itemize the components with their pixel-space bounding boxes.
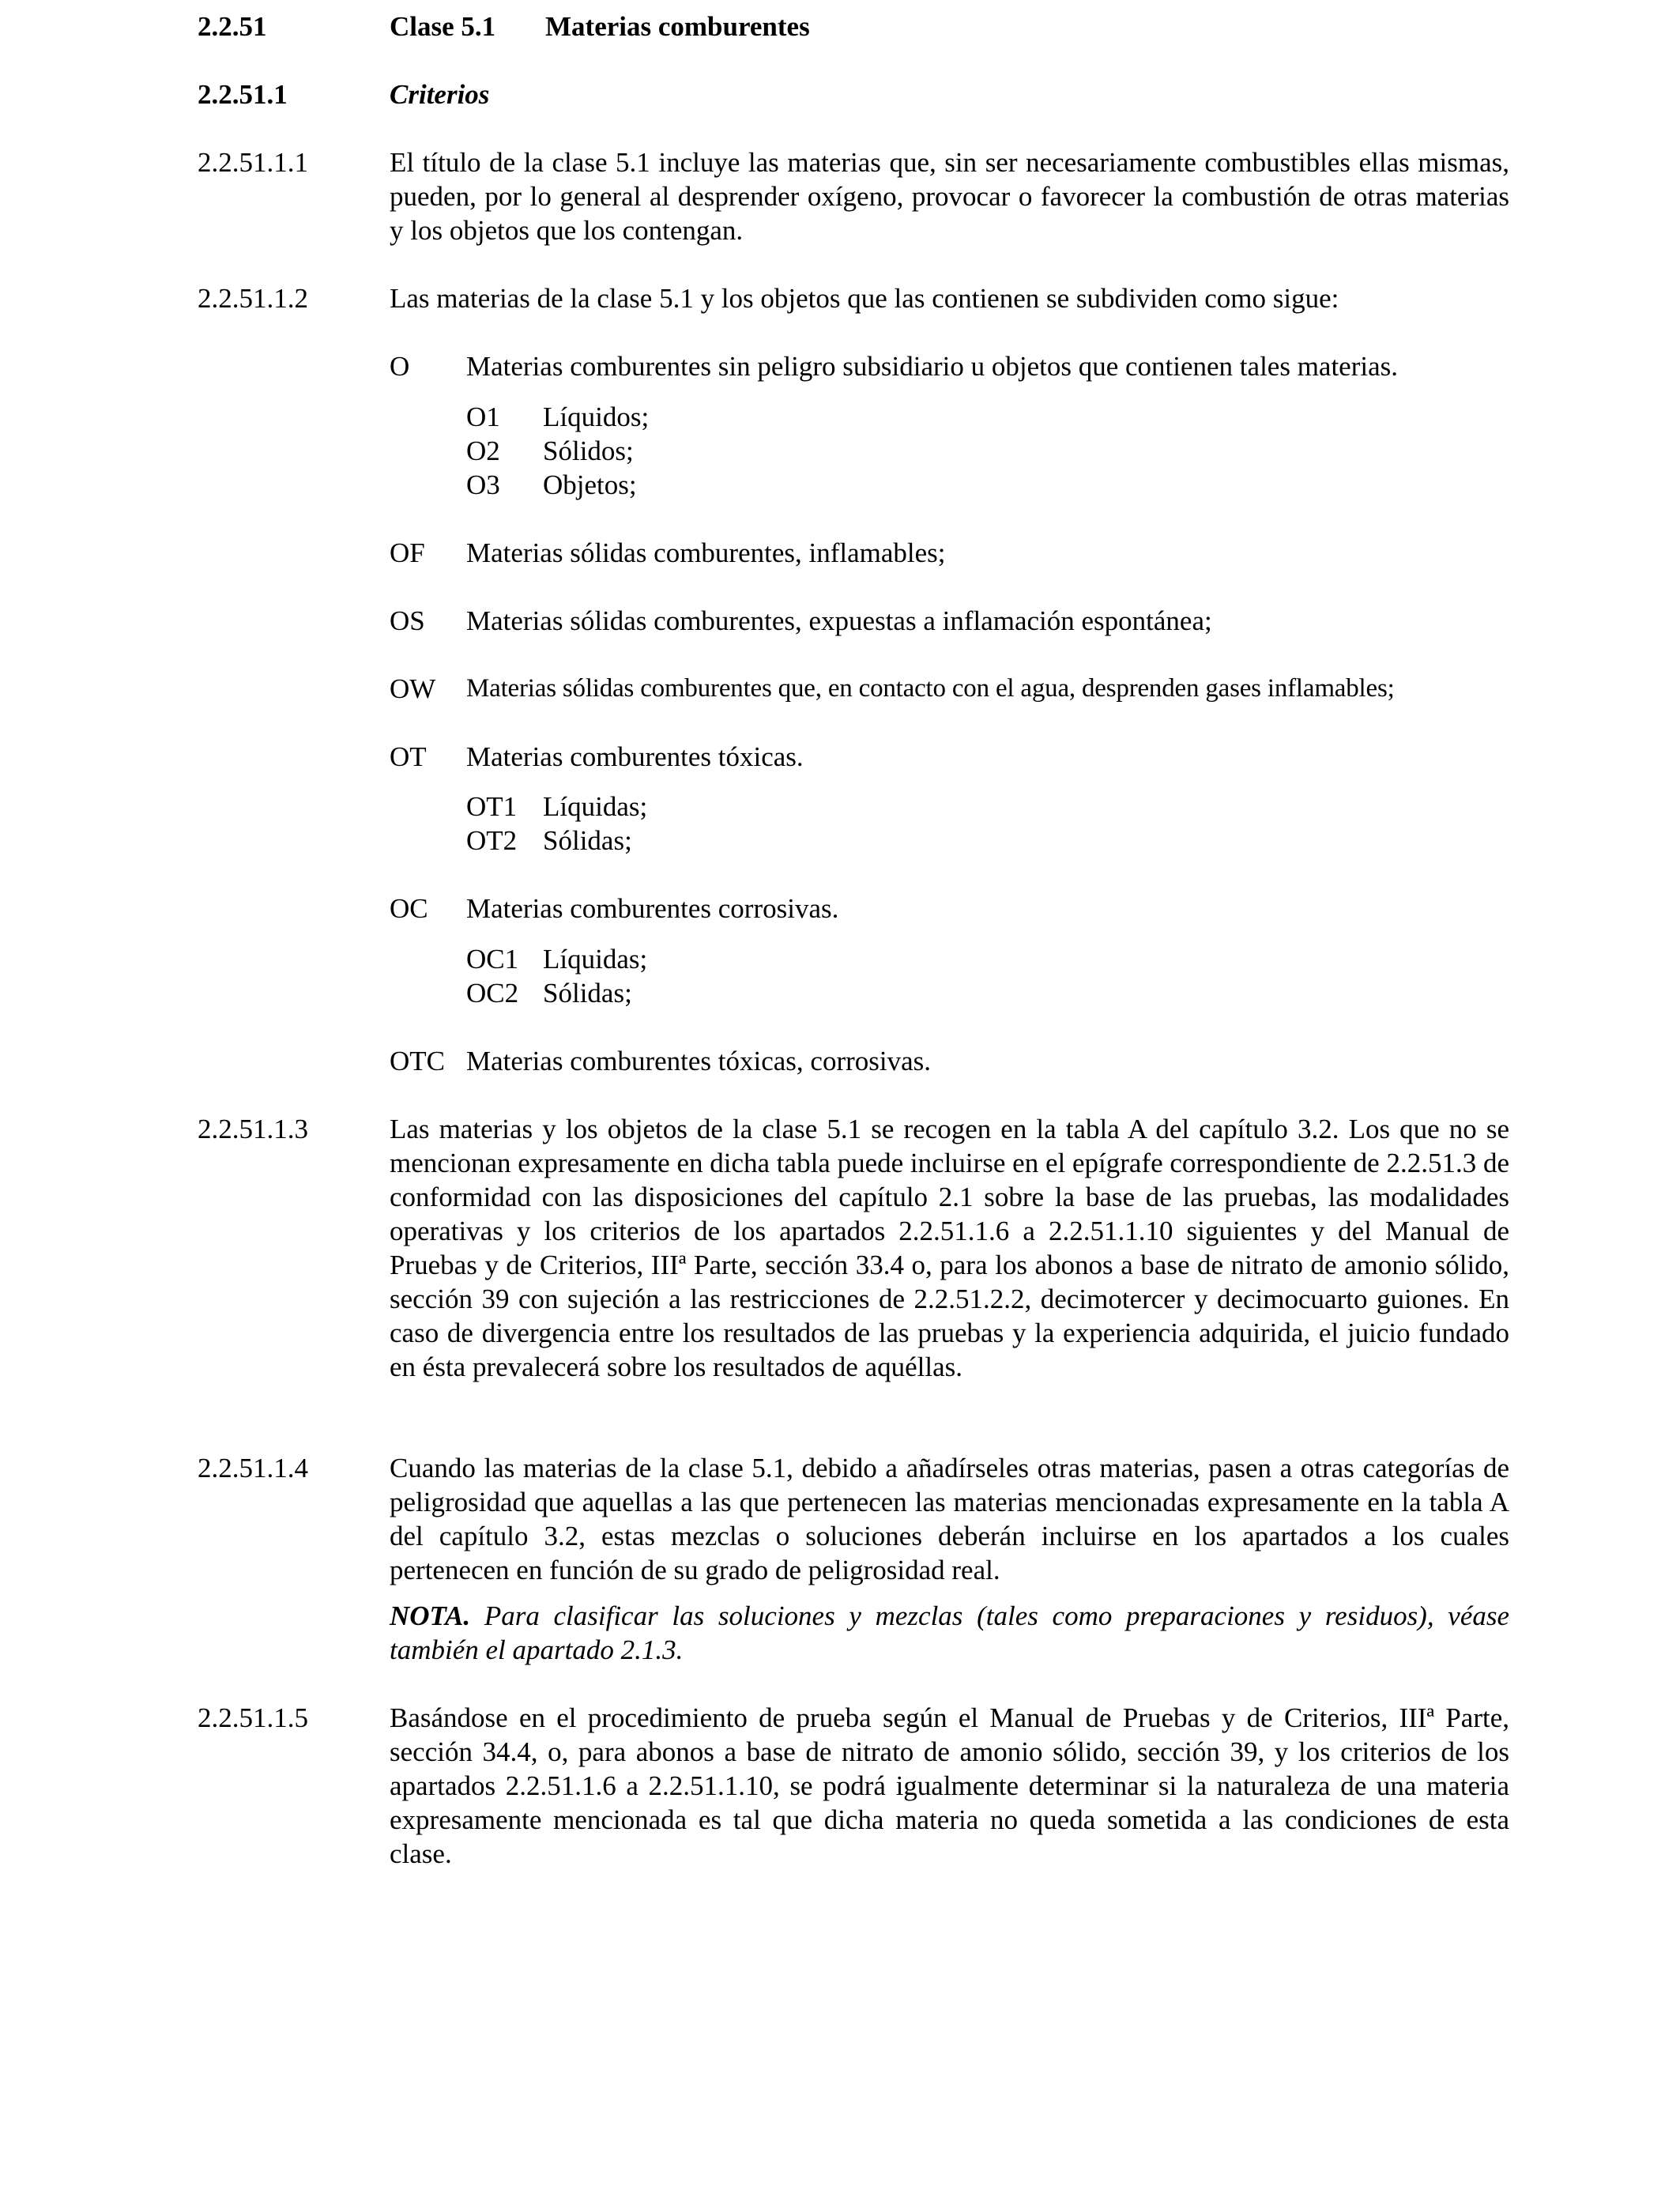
category-text: Materias comburentes corrosivas. xyxy=(466,893,839,924)
subcategory-code: OC2 xyxy=(466,978,519,1008)
paragraph-text: Cuando las materias de la clase 5.1, debido a añadírseles otras materias, pasen a otras categorías de peligrosidad que aquellas a las que pertenecen las materias mencionadas expresamente en la tabla A del capítulo 3.2, estas mezclas o soluciones deberán incluirse en los apartados a los cuales pertenecen en función de su grado de peligrosidad real. xyxy=(390,1453,1509,1585)
note-label: NOTA. xyxy=(390,1600,471,1631)
paragraph-number: 2.2.51.1.5 xyxy=(198,1702,308,1733)
category-text: Materias comburentes tóxicas, corrosivas. xyxy=(466,1046,932,1076)
subcategory-code: O3 xyxy=(466,469,500,500)
subcategory-code: O1 xyxy=(466,401,500,432)
paragraph-number: 2.2.51.1.3 xyxy=(198,1114,308,1144)
subsection-number: 2.2.51.1 xyxy=(198,79,288,110)
paragraph-text: Basándose en el procedimiento de prueba según el Manual de Pruebas y de Criterios, IIIª Parte, sección 34.4, o, para abonos a base de nitrato de amonio sólido, sección 39, y los criterios de los apartados 2.2.51.1.6 a 2.2.51.1.10, se podrá igualmente determinar si la naturaleza de una materia expresamente mencionada es tal que dicha materia no queda sometida a las condiciones de esta clase. xyxy=(390,1702,1509,1869)
subcategory-text: Objetos; xyxy=(543,469,637,500)
subcategory-code: OT2 xyxy=(466,825,518,856)
paragraph-number: 2.2.51.1.1 xyxy=(198,147,308,178)
subcategory-text: Sólidas; xyxy=(543,978,632,1008)
subsection-title: Criterios xyxy=(390,79,490,110)
paragraph-text: Las materias y los objetos de la clase 5.1 se recogen en la tabla A del capítulo 3.2. Los que no se mencionan expresamente en dicha tabla puede incluirse en el epígrafe correspondiente de 2.2.51.3 de conformidad con las disposiciones del capítulo 2.1 sobre la base de las pruebas, las modalidades operativas y los criterios de los apartados 2.2.51.1.6 a 2.2.51.1.10 siguientes y del Manual de Pruebas y de Criterios, IIIª Parte, sección 33.4 o, para los abonos a base de nitrato de amonio sólido, sección 39 con sujeción a las restricciones de 2.2.51.2.2, decimotercer y decimocuarto guiones. En caso de divergencia entre los resultados de las pruebas y la experiencia adquirida, el juicio fundado en ésta prevalecerá sobre los resultados de aquéllas. xyxy=(390,1114,1509,1382)
category-text: Materias sólidas comburentes, inflamables; xyxy=(466,537,946,568)
subcategory-text: Líquidas; xyxy=(543,944,648,974)
category-code: OC xyxy=(390,893,428,924)
category-code: OS xyxy=(390,605,425,636)
category-text: Materias comburentes tóxicas. xyxy=(466,741,804,772)
subcategory-code: OT1 xyxy=(466,791,518,822)
category-code: OTC xyxy=(390,1046,445,1076)
category-code: OW xyxy=(390,673,436,704)
section-number: 2.2.51 xyxy=(198,11,267,42)
category-code: O xyxy=(390,351,410,382)
subcategory-text: Líquidas; xyxy=(543,791,648,822)
paragraph-number: 2.2.51.1.4 xyxy=(198,1453,308,1483)
subcategory-text: Sólidos; xyxy=(543,435,634,466)
subcategory-code: OC1 xyxy=(466,944,519,974)
note-body xyxy=(390,1599,1509,1667)
section-title: Materias comburentes xyxy=(545,11,810,42)
paragraph-text: Las materias de la clase 5.1 y los objetos que las contienen se subdividen como sigue: xyxy=(390,283,1339,314)
subcategory-text: Sólidas; xyxy=(543,825,632,856)
paragraph-number: 2.2.51.1.2 xyxy=(198,283,308,314)
category-text: Materias sólidas comburentes, expuestas a inflamación espontánea; xyxy=(466,605,1212,636)
category-code: OT xyxy=(390,741,427,772)
paragraph-text: El título de la clase 5.1 incluye las materias que, sin ser necesariamente combustibles ellas mismas, pueden, por lo general al desprender oxígeno, provocar o favorecer la combustión de otras materias y los objetos que los contengan. xyxy=(390,147,1509,246)
note-text: Para clasificar las soluciones y mezclas (tales como preparaciones y residuos), véase también el apartado 2.1.3. xyxy=(390,1600,1510,1665)
section-class-label: Clase 5.1 xyxy=(390,11,496,42)
category-text: Materias comburentes sin peligro subsidiario u objetos que contienen tales materias. xyxy=(466,351,1398,382)
subcategory-text: Líquidos; xyxy=(543,401,650,432)
category-text: Materias sólidas comburentes que, en contacto con el agua, desprenden gases inflamables; xyxy=(466,674,1395,703)
subcategory-code: O2 xyxy=(466,435,500,466)
category-code: OF xyxy=(390,537,425,568)
